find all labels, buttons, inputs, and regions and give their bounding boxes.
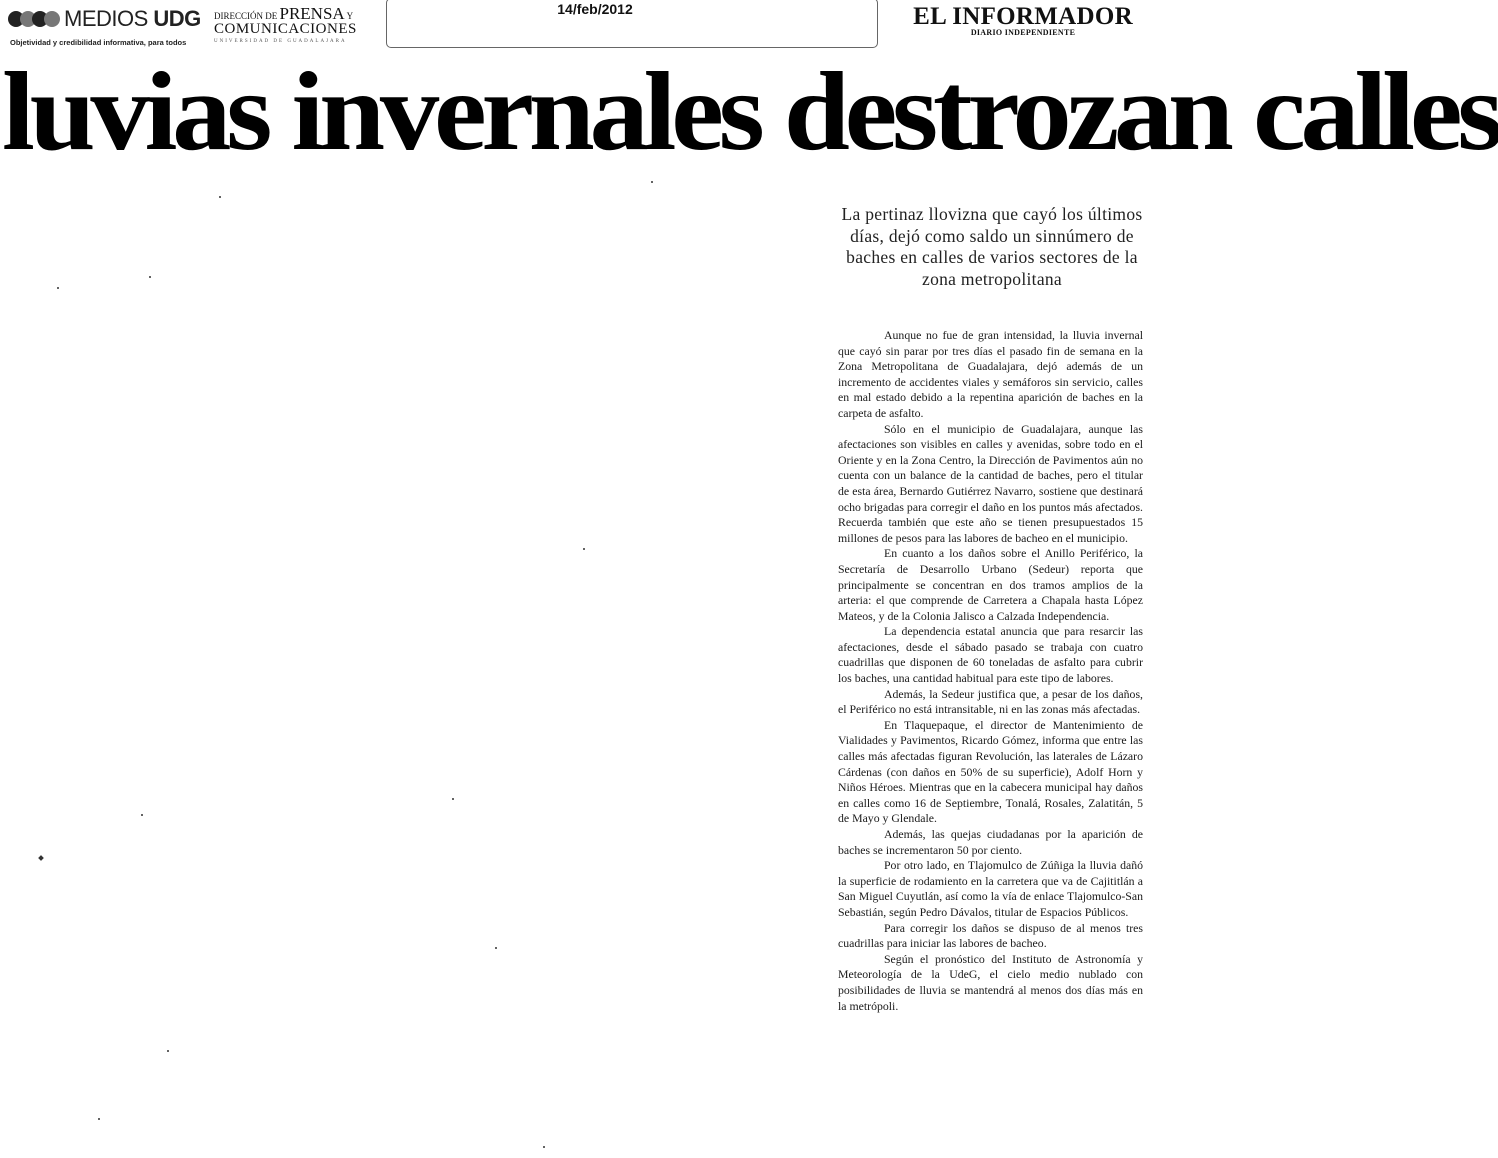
article-body <box>838 328 1143 1014</box>
clipping-date: 14/feb/2012 <box>557 1 633 17</box>
article-paragraph: Además, la Sedeur justifica que, a pesar de los daños, el Periférico no está intransitable, ni en las zonas más afectadas. <box>838 686 1143 717</box>
article-subhead: La pertinaz llovizna que cayó los últimos días, dejó como saldo un sinnúmero de baches en calles de varios sectores de la zona metropolitana <box>841 204 1143 289</box>
newspaper-masthead <box>913 3 1133 37</box>
article-paragraph: La dependencia estatal anuncia que para resarcir las afectaciones, desde el sábado pasado se trabaja con cuatro cuadrillas que disponen de 60 toneladas de asfalto para cubrir los baches, una cantidad habitual para este tipo de labores. <box>838 624 1143 686</box>
article-paragraph: En cuanto a los daños sobre el Anillo Periférico, la Secretaría de Desarrollo Urbano (Sedeur) reporta que principalmente se concentran en dos tramos amplios de la arteria: el que comprende de Carretera a Chapala hasta López Mateos, y de la Colonia Jalisco a Calzada Independencia. <box>838 546 1143 623</box>
newspaper-name: EL INFORMADOR <box>913 3 1133 30</box>
article-paragraph: Según el pronóstico del Instituto de Astronomía y Meteorología de la UdeG, el cielo medio nublado con posibilidades de lluvia se mantendrá al menos dos días más en la metrópoli. <box>838 951 1143 1013</box>
article-paragraph: Además, las quejas ciudadanas por la aparición de baches se incrementaron 50 por ciento. <box>838 827 1143 857</box>
medios-udg-tagline: Objetividad y credibilidad informativa, para todos <box>10 38 187 47</box>
newspaper-subtitle: DIARIO INDEPENDIENTE <box>970 28 1076 37</box>
prensa-comunicaciones-logo: DIRECCIÓN DE PRENSA Y COMUNICACIONES UNIVERSIDAD DE GUADALAJARA <box>214 4 357 44</box>
article-paragraph: Aunque no fue de gran intensidad, la lluvia invernal que cayó sin parar por tres días el pasado fin de semana en la Zona Metropolitana de Guadalajara, dejó además de un incremento de accidentes viales y semáforos sin servicio, calles en mal estado debido a la repentina aparición de baches en la carpeta de asfalto. <box>838 328 1143 420</box>
article-paragraph: Para corregir los daños se dispuso de al menos tres cuadrillas para iniciar las labores de bacheo. <box>838 920 1143 951</box>
article-paragraph: En Tlaquepaque, el director de Mantenimiento de Vialidades y Pavimentos, Ricardo Gómez, informa que entre las calles más afectadas figuran Revolución, las laterales de Lázaro Cárdenas (con daños en 50% de su superficie), Adolf Horn y Niños Héroes. Mientras que en la cabecera municipal hay daños en calles como 16 de Septiembre, Tonalá, Rosales, Zalatitán, 5 de Mayo y Glendale. <box>838 717 1143 826</box>
article-headline: luvias invernales destrozan calles <box>2 50 1498 174</box>
article-paragraph: Por otro lado, en Tlajomulco de Zúñiga la lluvia dañó la superficie de rodamiento en la carretera que va de Cajititlán a San Miguel Cuyutlán, así como la vía de enlace Tlajomulco-San Sebastián, según Pedro Dávalos, titular de Espacios Públicos. <box>838 858 1143 919</box>
article-paragraph: Sólo en el municipio de Guadalajara, aunque las afectaciones son visibles en calles y avenidas, sobre todo en el Oriente y en la Zona Centro, la Dirección de Pavimentos aún no cuenta con un balance de la cantidad de baches, pero el titular de esta área, Bernardo Gutiérrez Navarro, sostiene que destinará ocho brigadas para corregir el daño en los puntos más afectados. Recuerda también que este año se tienen presupuestados 15 millones de pesos para las labores de bacheo en el municipio. <box>838 421 1143 545</box>
medios-udg-name: MEDIOS UDG <box>64 6 201 31</box>
